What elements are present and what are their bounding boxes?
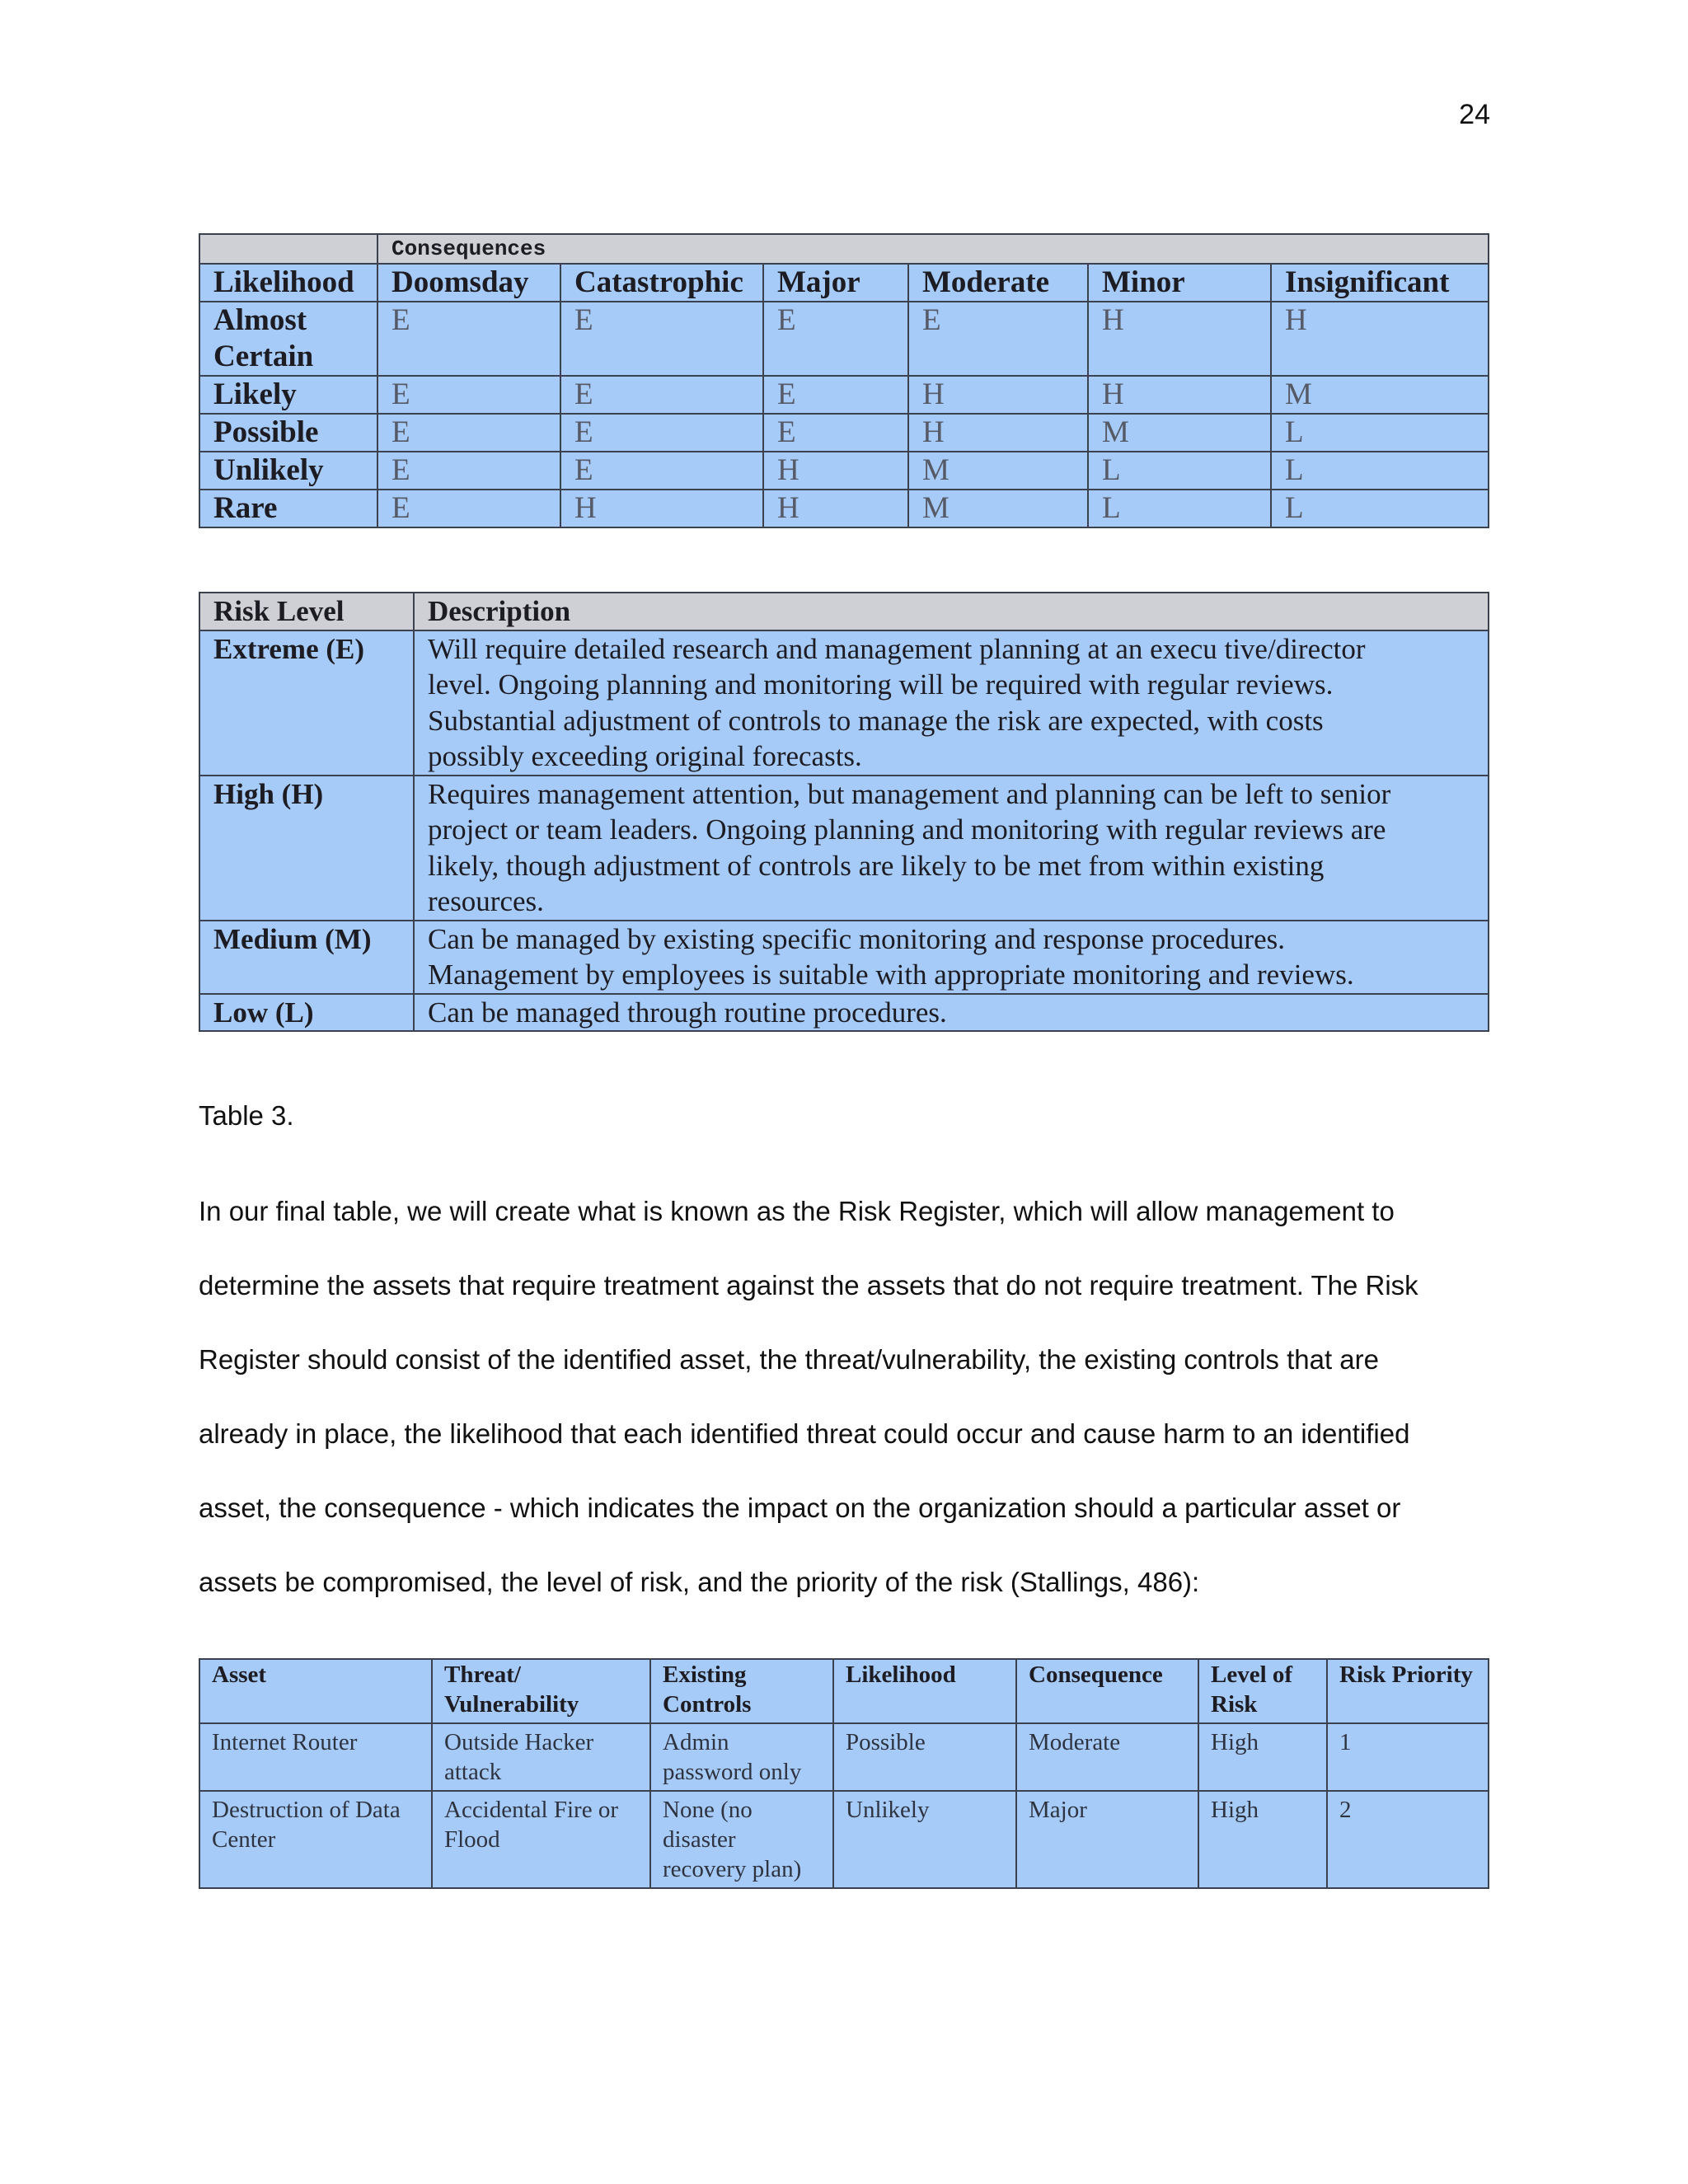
matrix-cell: L <box>1271 452 1489 490</box>
desc-row <box>199 776 1489 921</box>
register-cell: Unlikely <box>833 1791 1016 1888</box>
column-header: Description <box>414 593 1489 630</box>
risk-level-description <box>414 776 1489 921</box>
matrix-cell: L <box>1088 490 1271 527</box>
register-cell: 2 <box>1327 1791 1489 1888</box>
description-line: Substantial adjustment of controls to manage the risk are expected, with costs <box>428 704 1324 737</box>
risk-register-table <box>199 1658 1489 1889</box>
risk-level-label: High (H) <box>199 776 414 921</box>
column-header: Likelihood <box>199 264 377 302</box>
register-row <box>199 1723 1489 1791</box>
paragraph-line: determine the assets that require treatment against the assets that do not require treatment. The Risk <box>199 1270 1418 1301</box>
description-line: Requires management attention, but management and planning can be left to senior <box>428 777 1391 810</box>
register-cell: Moderate <box>1016 1723 1198 1791</box>
paragraph-line: already in place, the likelihood that each identified threat could occur and cause harm to an identified <box>199 1418 1410 1449</box>
column-header: Risk Priority <box>1327 1659 1489 1723</box>
column-header: Moderate <box>908 264 1088 302</box>
matrix-cell: E <box>763 302 908 376</box>
matrix-row <box>199 452 1489 490</box>
column-header: Asset <box>199 1659 432 1723</box>
risk-level-label: Low (L) <box>199 994 414 1032</box>
column-header: Minor <box>1088 264 1271 302</box>
body-paragraph <box>199 1174 1501 1619</box>
row-label-text: Almost Certain <box>213 303 314 373</box>
matrix-cell: L <box>1271 490 1489 527</box>
matrix-cell: H <box>1088 302 1271 376</box>
description-line: Will require detailed research and management planning at an execu tive/director <box>428 632 1366 665</box>
matrix-cell: E <box>560 376 763 414</box>
matrix-cell: H <box>1088 376 1271 414</box>
register-row <box>199 1791 1489 1888</box>
register-cell: Outside Hacker attack <box>432 1723 650 1791</box>
column-header: Threat/ Vulnerability <box>432 1659 650 1723</box>
paragraph-line: asset, the consequence - which indicates the impact on the organization should a particular asset or <box>199 1493 1401 1523</box>
desc-row <box>199 994 1489 1032</box>
matrix-cell: M <box>908 490 1088 527</box>
column-header: Consequence <box>1016 1659 1198 1723</box>
matrix-row <box>199 302 1489 376</box>
register-cell: High <box>1198 1723 1327 1791</box>
matrix-cell: L <box>1271 414 1489 452</box>
matrix-cell: E <box>763 376 908 414</box>
paragraph-line: assets be compromised, the level of risk, and the priority of the risk (Stallings, 486): <box>199 1567 1200 1597</box>
matrix-cell: H <box>908 376 1088 414</box>
matrix-row <box>199 376 1489 414</box>
matrix-cell: L <box>1088 452 1271 490</box>
column-header: Catastrophic <box>560 264 763 302</box>
risk-level-label: Medium (M) <box>199 921 414 994</box>
column-header: Existing Controls <box>650 1659 833 1723</box>
matrix-cell: E <box>560 414 763 452</box>
matrix-cell: E <box>763 414 908 452</box>
risk-level-description <box>414 921 1489 994</box>
description-line: Management by employees is suitable with appropriate monitoring and reviews. <box>428 958 1354 991</box>
register-cell: 1 <box>1327 1723 1489 1791</box>
risk-matrix-table <box>199 233 1489 528</box>
matrix-cell: H <box>1271 302 1489 376</box>
register-cell: Accidental Fire or Flood <box>432 1791 650 1888</box>
desc-header-row <box>199 593 1489 630</box>
register-cell: Possible <box>833 1723 1016 1791</box>
matrix-cell: E <box>377 452 560 490</box>
matrix-cell: E <box>377 490 560 527</box>
matrix-cell: M <box>1271 376 1489 414</box>
register-cell: None (no disaster recovery plan) <box>650 1791 833 1888</box>
register-header-row <box>199 1659 1489 1723</box>
register-cell: Major <box>1016 1791 1198 1888</box>
matrix-header-row <box>199 264 1489 302</box>
matrix-cell: E <box>908 302 1088 376</box>
column-header: Doomsday <box>377 264 560 302</box>
desc-row <box>199 921 1489 994</box>
risk-level-description <box>414 630 1489 776</box>
matrix-row <box>199 414 1489 452</box>
row-label: Unlikely <box>199 452 377 490</box>
row-label: Rare <box>199 490 377 527</box>
row-label <box>199 302 377 376</box>
page-number: 24 <box>1459 99 1490 130</box>
description-line: possibly exceeding original forecasts. <box>428 740 862 772</box>
risk-level-label: Extreme (E) <box>199 630 414 776</box>
blank-cell <box>199 234 377 264</box>
matrix-cell: E <box>560 452 763 490</box>
column-header: Major <box>763 264 908 302</box>
description-line: project or team leaders. Ongoing planning and monitoring with regular reviews are <box>428 813 1386 846</box>
desc-row <box>199 630 1489 776</box>
matrix-cell: E <box>377 376 560 414</box>
column-header: Insignificant <box>1271 264 1489 302</box>
register-cell: Destruction of Data Center <box>199 1791 432 1888</box>
matrix-cell: M <box>908 452 1088 490</box>
column-header: Likelihood <box>833 1659 1016 1723</box>
matrix-cell: H <box>560 490 763 527</box>
paragraph-line: In our final table, we will create what is known as the Risk Register, which will allow management to <box>199 1196 1395 1226</box>
row-label: Possible <box>199 414 377 452</box>
description-line: Can be managed by existing specific monitoring and response procedures. <box>428 922 1285 955</box>
risk-level-description-table <box>199 592 1489 1032</box>
matrix-cell: E <box>377 414 560 452</box>
description-line: resources. <box>428 885 544 917</box>
consequences-label: Consequences <box>377 234 1489 264</box>
risk-level-description <box>414 994 1489 1032</box>
paragraph-line: Register should consist of the identified asset, the threat/vulnerability, the existing controls that are <box>199 1344 1380 1375</box>
row-label: Likely <box>199 376 377 414</box>
register-cell: High <box>1198 1791 1327 1888</box>
matrix-cell: E <box>377 302 560 376</box>
register-cell: Internet Router <box>199 1723 432 1791</box>
column-header: Risk Level <box>199 593 414 630</box>
matrix-cell: H <box>763 490 908 527</box>
matrix-cell: H <box>763 452 908 490</box>
register-cell: Admin password only <box>650 1723 833 1791</box>
matrix-cell: M <box>1088 414 1271 452</box>
matrix-row <box>199 490 1489 527</box>
description-line: level. Ongoing planning and monitoring will be required with regular reviews. <box>428 668 1334 701</box>
consequences-row <box>199 234 1489 264</box>
matrix-cell: H <box>908 414 1088 452</box>
matrix-cell: E <box>560 302 763 376</box>
column-header: Level of Risk <box>1198 1659 1327 1723</box>
description-line: likely, though adjustment of controls are likely to be met from within existing <box>428 849 1325 882</box>
description-line: Can be managed through routine procedures. <box>428 996 947 1029</box>
table-caption: Table 3. <box>199 1100 294 1131</box>
